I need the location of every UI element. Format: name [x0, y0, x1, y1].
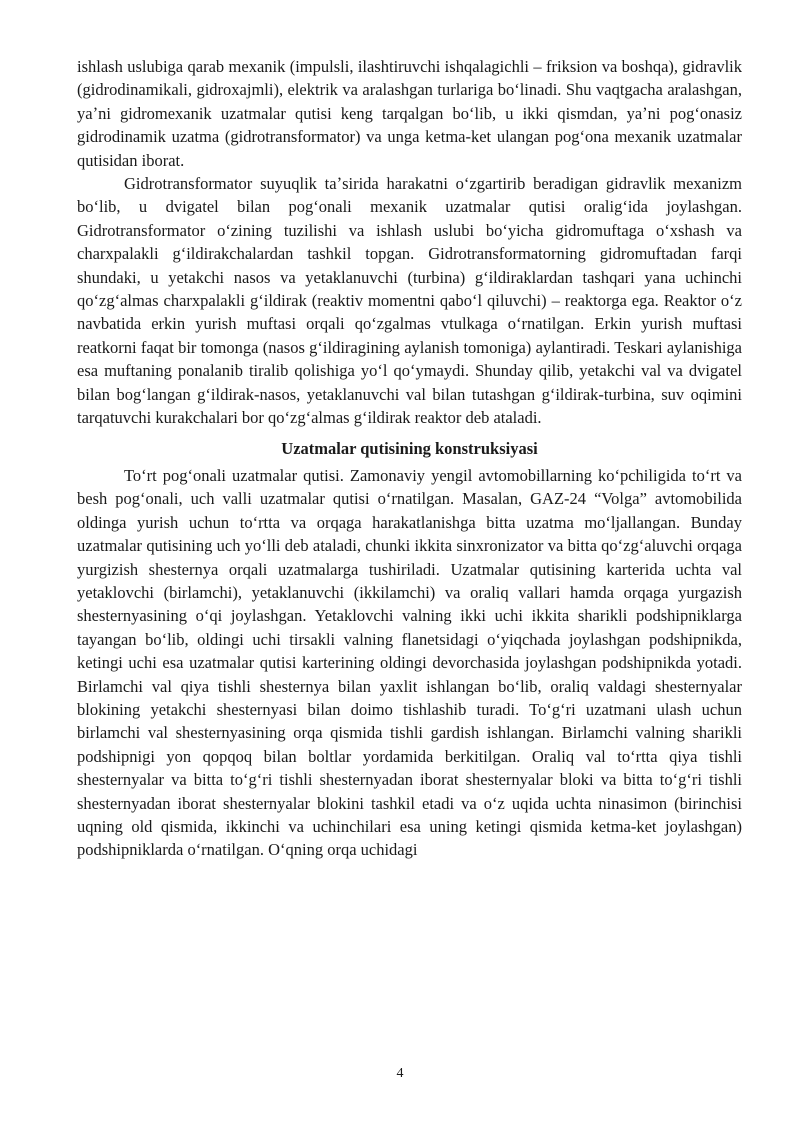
body-text	[77, 55, 742, 862]
paragraph-2: Gidrotransformator suyuqlik taʼsirida harakatni oʻzgartirib beradigan gidravlik mexanizm boʻlib, u dvigatel bilan pogʻonali mexanik uzatmalar qutisi oraligʻida joylashgan. Gidrotransformator oʻzining tuzilishi va ishlash uslubi boʻyicha gidromuftaga oʻxshash va charxpalakli gʻildirakchalardan tashkil topgan. Gidrotransformatorning gidromuftadan farqi shundaki, u yetakchi nasos va yetaklanuvchi (turbina) gʻildiraklardan tashqari yana uchinchi qoʻzgʻalmas charxpalakli gʻildirak (reaktiv momentni qaboʻl qiluvchi) – reaktorga ega. Reaktor oʻz navbatida erkin yurish muftasi orqali qoʻzgalmas vtulkaga oʻrnatilgan. Erkin yurish muftasi reatkorni faqat bir tomonga (nasos gʻildiragining aylanish tomoniga) aylantiradi. Teskari aylanishiga esa muftaning ponalanib tiralib qolishiga yoʻl qoʻymaydi. Shunday qilib, yetakchi val va dvigatel bilan bogʻlangan gʻildirak-nasos, yetaklanuvchi val bilan tutashgan gʻildirak-turbina, suv oqimini tarqatuvchi kurakchalari bor qoʻzgʻalmas gʻildirak reaktor deb ataladi.	[77, 174, 742, 428]
section-heading: Uzatmalar qutisining konstruksiyasi	[281, 438, 538, 458]
paragraph-3: Toʻrt pogʻonali uzatmalar qutisi. Zamonaviy yengil avtomobillarning koʻpchiligida toʻrt va besh pogʻonali, uch valli uzatmalar qutisi oʻrnatilgan. Masalan, GAZ-24 “Volga” avtomobilida oldinga yurish uchun toʻrtta va orqaga harakatlanishga bitta uzatma moʻljallangan. Bunday uzatmalar qutisining uch yoʻlli deb ataladi, chunki ikkita sinxronizator va bitta qoʻzgʻaluvchi orqaga yurgizish shesternya orqali uzatmalarga tushiriladi. Uzatmalar qutisining karterida uchta val yetaklovchi (birlamchi), yetaklanuvchi (ikkilamchi) va oraliq vallari hamda orqaga yurgazish shesternyasining oʻqi joylashgan. Yetaklovchi valning ikki uchi ikkita sharikli podshipniklarga tayangan boʻlib, oldingi uchi tirsakli valning flanetsidagi oʻyiqchada joylashgan podshipnikda, ketingi uchi esa uzatmalar qutisi karterining oldingi devorchasida joylashgan podshipnikda yotadi. Birlamchi val qiya tishli shesternya bilan yaxlit ishlangan boʻlib, oraliq valdagi shesternyalar blokining yetakchi shesternyasi bilan doimo tishlashib turadi. Toʻgʻri uzatmani ulash uchun birlamchi val shesternyasining orqa qismida tishli gardish ishlangan. Birlamchi valning sharikli podshipnigi yon qopqoq bilan boltlar yordamida berkitilgan. Oraliq val toʻrtta qiya tishli shesternyalar va bitta toʻgʻri tishli shesternyadan iborat shesternyalar bloki va bitta toʻgʻri tishli shesternyadan iborat shesternyalar blokini tashkil etadi va oʻz uqida uchta ninasimon (birinchisi uqning old qismida, ikkinchi va uchinchilari esa uning ketingi qismida ketma-ket joylashgan) podshipniklarda oʻrnatilgan. Oʻqning orqa uchidagi	[77, 465, 742, 860]
paragraph-1: ishlash uslubiga qarab mexanik (impulsli, ilashtiruvchi ishqalagichli – friksion va boshqa), gidravlik (gidrodinamikali, gidroxajmli), elektrik va aralashgan turlariga boʻlinadi. Shu vaqtgacha aralashgan, yaʼni gidromexanik uzatmalar qutisi keng tarqalgan boʻlib, u ikki qismdan, yaʼni pogʻonasiz gidrodinamik uzatma (gidrotransformator) va unga ketma-ket ulangan pogʻona mexanik uzatmalar qutisidan iborat.	[77, 57, 742, 170]
page-number: 4	[396, 1066, 404, 1081]
